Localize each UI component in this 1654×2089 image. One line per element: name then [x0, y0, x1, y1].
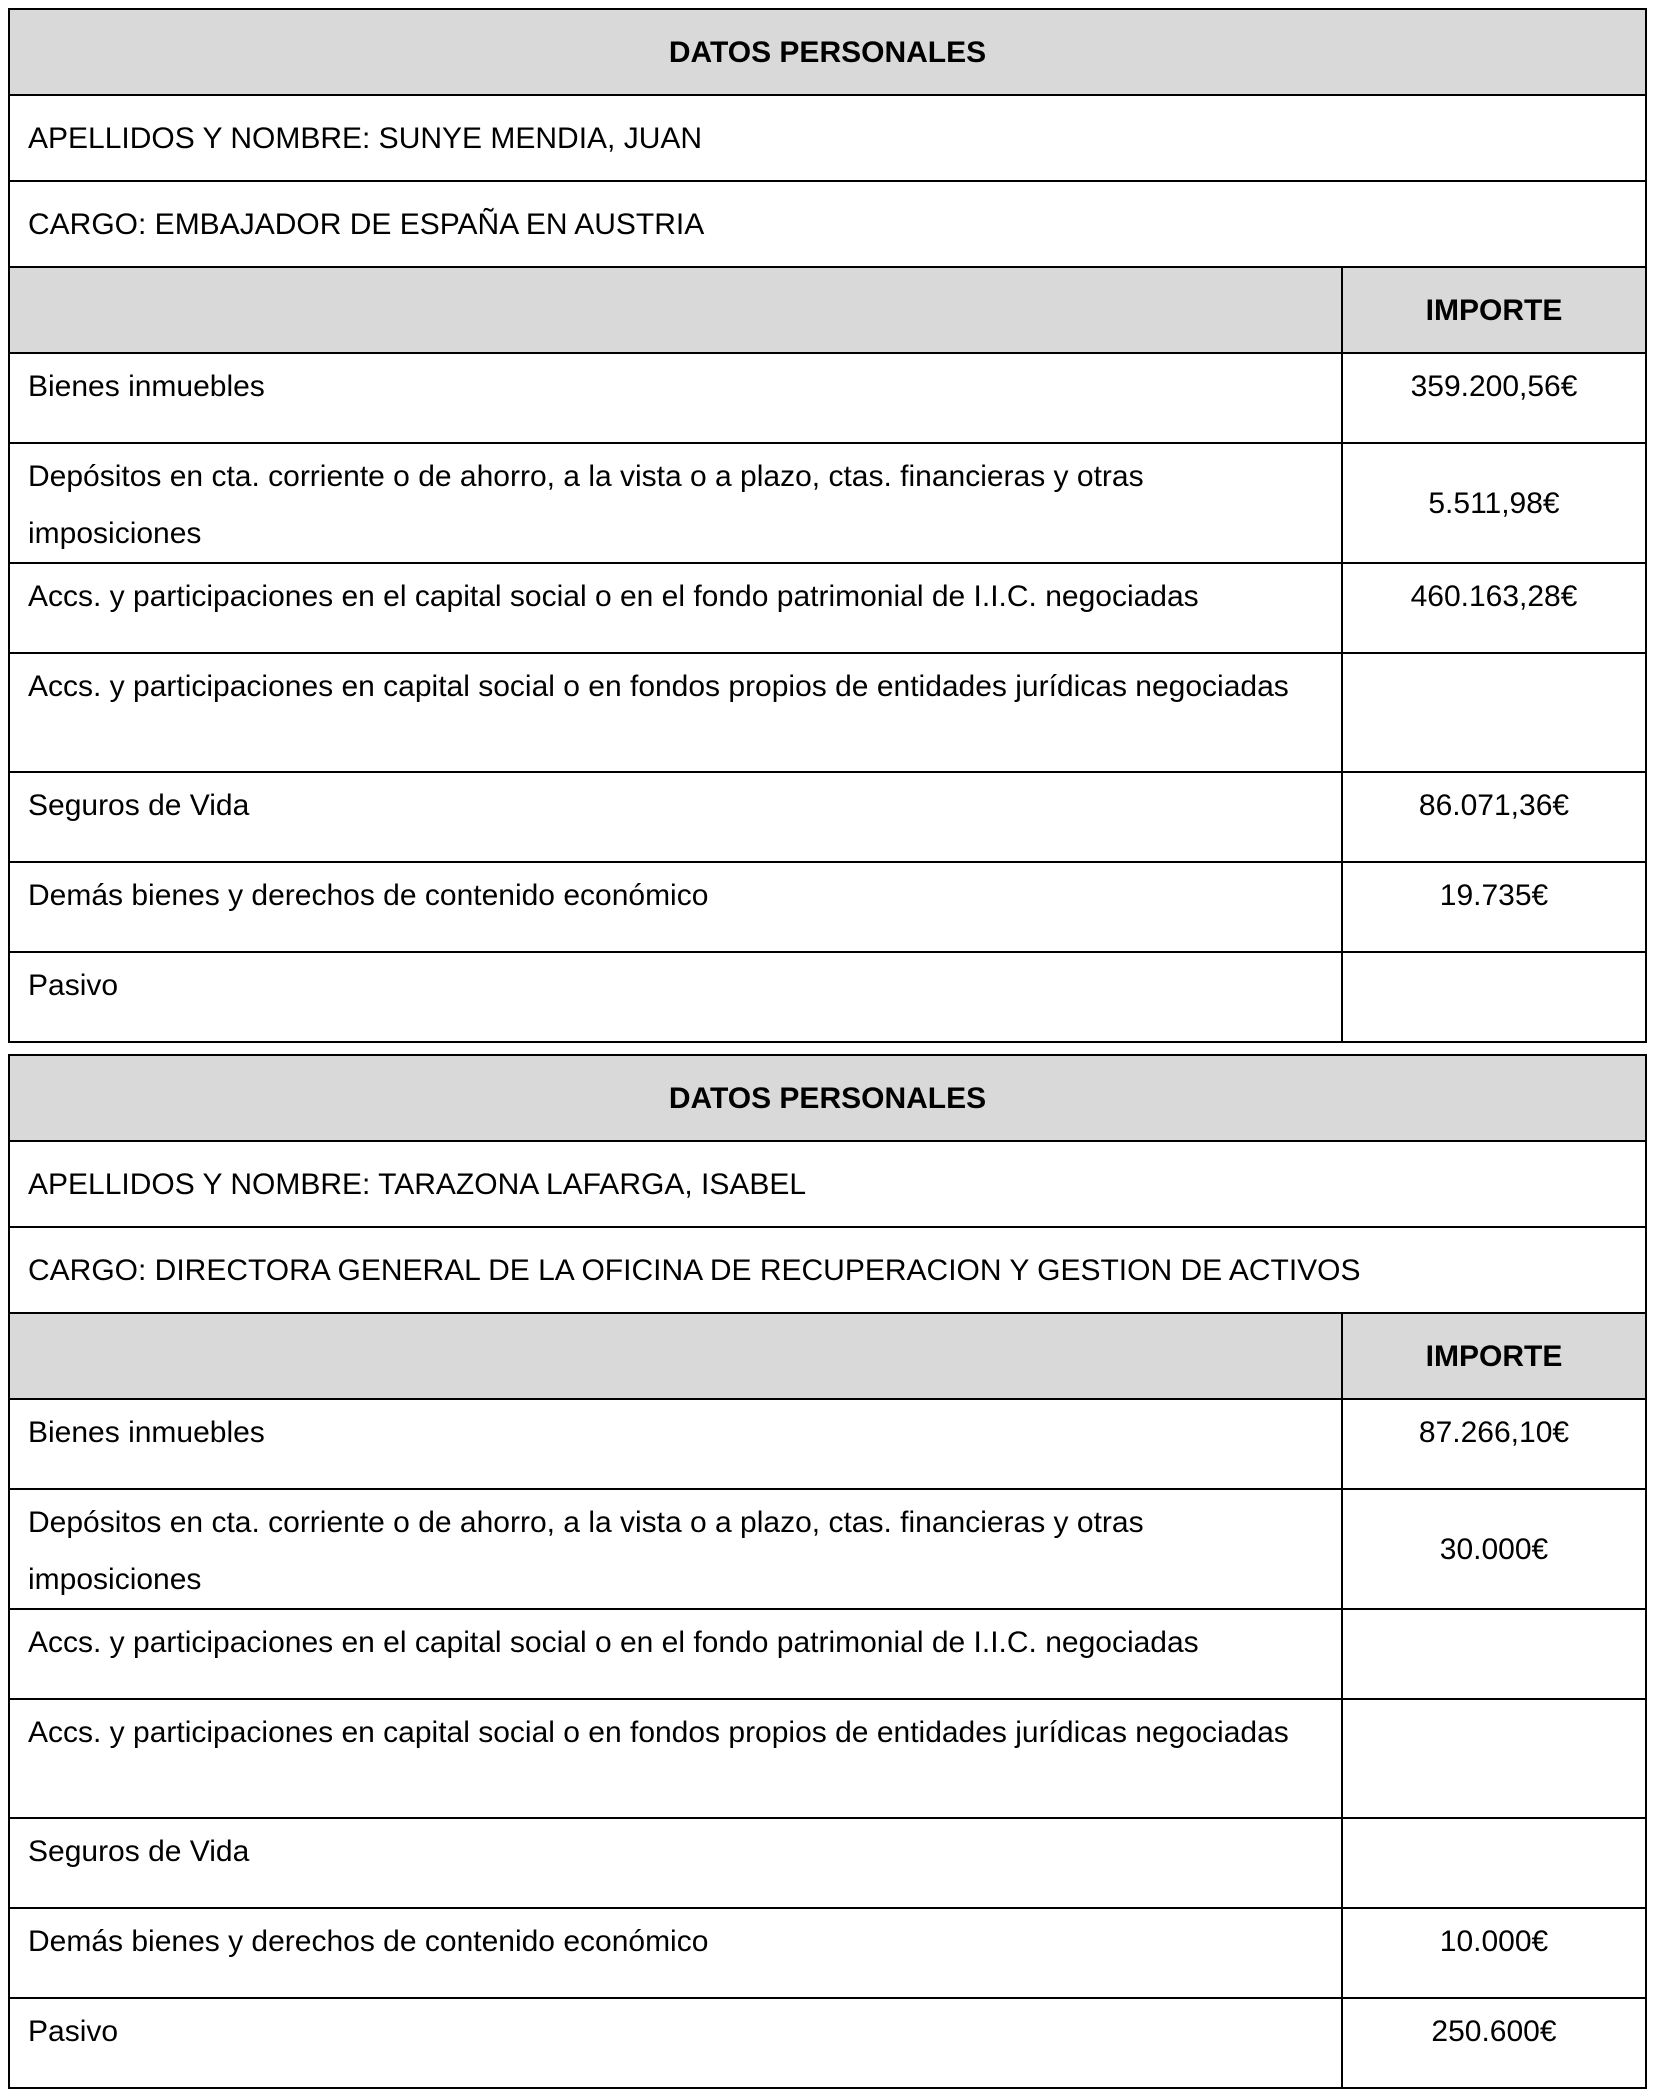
row-amount: 30.000€	[1342, 1489, 1646, 1609]
amount-column-header: IMPORTE	[1342, 267, 1646, 353]
declaration-table	[8, 8, 1647, 1043]
table-row	[9, 563, 1646, 653]
person-cargo: CARGO: EMBAJADOR DE ESPAÑA EN AUSTRIA	[9, 181, 1646, 267]
table-row	[9, 1489, 1646, 1609]
table-row	[9, 1609, 1646, 1699]
row-amount	[1342, 952, 1646, 1042]
table-header-row	[9, 1055, 1646, 1141]
table-row	[9, 443, 1646, 563]
table-row	[9, 862, 1646, 952]
row-amount: 19.735€	[1342, 862, 1646, 952]
row-concept: Accs. y participaciones en el capital social o en el fondo patrimonial de I.I.C. negociadas	[9, 1609, 1342, 1699]
concept-column-header	[9, 267, 1342, 353]
section-title: DATOS PERSONALES	[9, 1055, 1646, 1141]
row-concept: Demás bienes y derechos de contenido económico	[9, 1908, 1342, 1998]
row-concept: Accs. y participaciones en capital social o en fondos propios de entidades jurídicas negociadas	[9, 653, 1342, 772]
person-name: APELLIDOS Y NOMBRE: TARAZONA LAFARGA, ISABEL	[9, 1141, 1646, 1227]
row-amount: 460.163,28€	[1342, 563, 1646, 653]
row-concept: Bienes inmuebles	[9, 1399, 1342, 1489]
table-row	[9, 772, 1646, 862]
table-row	[9, 1908, 1646, 1998]
row-concept: Depósitos en cta. corriente o de ahorro, a la vista o a plazo, ctas. financieras y otras imposiciones	[9, 1489, 1342, 1609]
row-concept: Bienes inmuebles	[9, 353, 1342, 443]
name-row	[9, 1141, 1646, 1227]
row-concept: Accs. y participaciones en el capital social o en el fondo patrimonial de I.I.C. negociadas	[9, 563, 1342, 653]
cargo-row	[9, 1227, 1646, 1313]
row-concept: Pasivo	[9, 1998, 1342, 2088]
row-concept: Pasivo	[9, 952, 1342, 1042]
table-row	[9, 952, 1646, 1042]
row-amount: 10.000€	[1342, 1908, 1646, 1998]
row-amount	[1342, 1818, 1646, 1908]
person-name: APELLIDOS Y NOMBRE: SUNYE MENDIA, JUAN	[9, 95, 1646, 181]
row-amount	[1342, 1699, 1646, 1818]
row-amount: 250.600€	[1342, 1998, 1646, 2088]
row-concept: Seguros de Vida	[9, 772, 1342, 862]
declaration-table	[8, 1054, 1647, 2089]
row-amount: 5.511,98€	[1342, 443, 1646, 563]
row-concept: Demás bienes y derechos de contenido económico	[9, 862, 1342, 952]
table-row	[9, 1998, 1646, 2088]
table-row	[9, 353, 1646, 443]
cargo-row	[9, 181, 1646, 267]
concept-column-header	[9, 1313, 1342, 1399]
table-row	[9, 1818, 1646, 1908]
row-concept: Accs. y participaciones en capital social o en fondos propios de entidades jurídicas negociadas	[9, 1699, 1342, 1818]
person-cargo: CARGO: DIRECTORA GENERAL DE LA OFICINA DE RECUPERACION Y GESTION DE ACTIVOS	[9, 1227, 1646, 1313]
row-amount	[1342, 1609, 1646, 1699]
row-amount: 86.071,36€	[1342, 772, 1646, 862]
row-amount	[1342, 653, 1646, 772]
section-title: DATOS PERSONALES	[9, 9, 1646, 95]
column-header-row	[9, 267, 1646, 353]
table-row	[9, 1699, 1646, 1818]
name-row	[9, 95, 1646, 181]
row-amount: 87.266,10€	[1342, 1399, 1646, 1489]
table-row	[9, 653, 1646, 772]
row-amount: 359.200,56€	[1342, 353, 1646, 443]
table-row	[9, 1399, 1646, 1489]
table-header-row	[9, 9, 1646, 95]
row-concept: Seguros de Vida	[9, 1818, 1342, 1908]
amount-column-header: IMPORTE	[1342, 1313, 1646, 1399]
row-concept: Depósitos en cta. corriente o de ahorro, a la vista o a plazo, ctas. financieras y otras imposiciones	[9, 443, 1342, 563]
column-header-row	[9, 1313, 1646, 1399]
